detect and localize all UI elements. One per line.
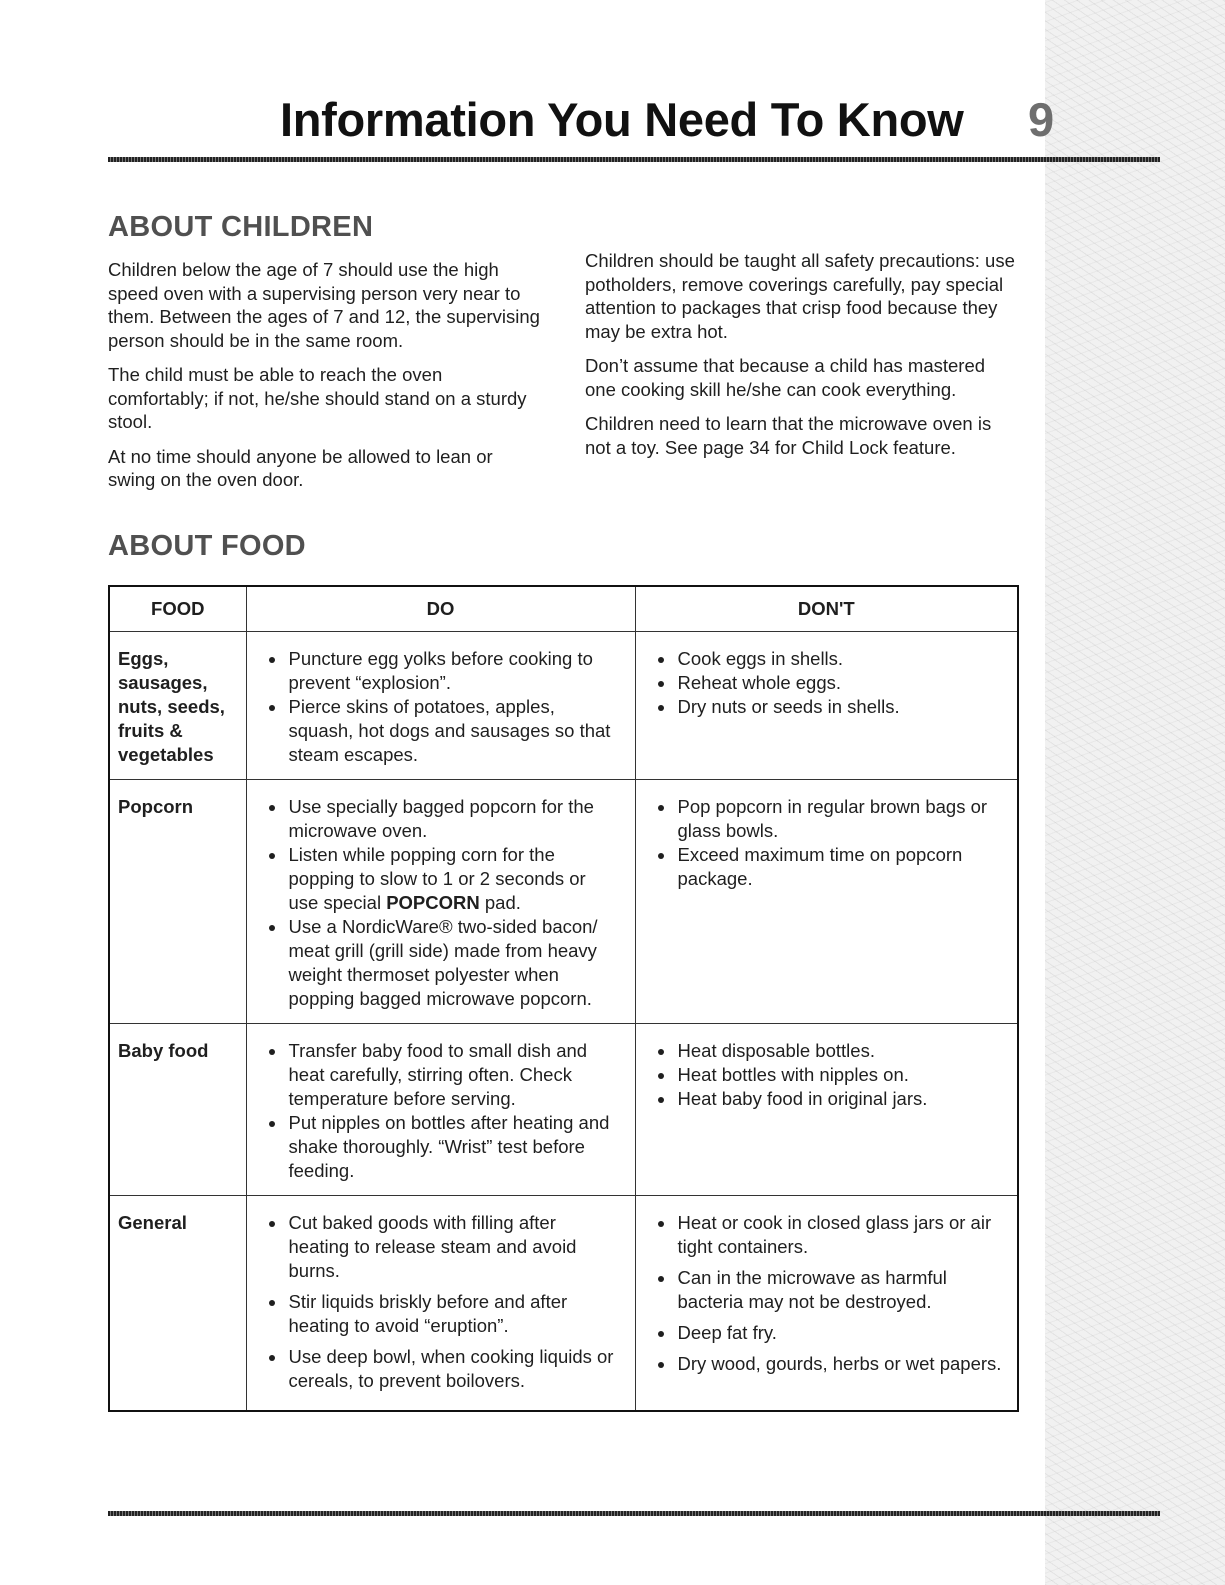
section-heading-about-food: ABOUT FOOD: [108, 530, 306, 562]
page-title: Information You Need To Know: [280, 93, 964, 146]
do-cell: [246, 1024, 635, 1196]
food-category: General: [109, 1196, 246, 1411]
food-category: Eggs, sausages, nuts, seeds, fruits & vegetables: [109, 632, 246, 780]
dont-cell: [635, 780, 1018, 1024]
page-edge-texture: [1045, 0, 1225, 1585]
paragraph: Children need to learn that the microwave oven is not a toy. See page 34 for Child Lock feature.: [585, 413, 992, 458]
header-rule: [108, 157, 1160, 162]
do-item: • Puncture egg yolks before cooking to prevent “explosion”.: [287, 647, 621, 695]
dont-item: • Heat disposable bottles.: [676, 1039, 1004, 1063]
dont-item: • Can in the microwave as harmful bacteria may not be destroyed.: [676, 1266, 1004, 1314]
dont-item: • Heat or cook in closed glass jars or air tight containers.: [676, 1211, 1004, 1259]
do-item: • Pierce skins of potatoes, apples, squash, hot dogs and sausages so that steam escapes.: [287, 695, 621, 767]
do-cell: [246, 780, 635, 1024]
column-header-food: FOOD: [109, 586, 246, 632]
table-row: [109, 1196, 1018, 1411]
do-item: • Cut baked goods with filling after heating to release steam and avoid burns.: [287, 1211, 621, 1283]
column-header-do: DO: [246, 586, 635, 632]
dont-item: • Pop popcorn in regular brown bags or glass bowls.: [676, 795, 1004, 843]
popcorn-pad-label: POPCORN: [386, 892, 480, 913]
children-right-column: [585, 249, 1018, 470]
dont-cell: [635, 1196, 1018, 1411]
do-item: • Transfer baby food to small dish and heat carefully, stirring often. Check temperature before serving.: [287, 1039, 621, 1111]
column-header-dont: DON'T: [635, 586, 1018, 632]
do-cell: [246, 632, 635, 780]
dont-cell: [635, 632, 1018, 780]
page-number: 9: [1028, 93, 1055, 146]
do-item: • Stir liquids briskly before and after heating to avoid “eruption”.: [287, 1290, 621, 1338]
footer-rule: [108, 1511, 1160, 1516]
paragraph: At no time should anyone be allowed to lean or swing on the oven door.: [108, 445, 493, 490]
food-category: Baby food: [109, 1024, 246, 1196]
page-header: [280, 92, 1080, 162]
children-left-column: [108, 258, 540, 503]
dont-item: • Heat baby food in original jars.: [676, 1087, 1004, 1111]
table-row: [109, 780, 1018, 1024]
section-heading-about-children: ABOUT CHILDREN: [108, 211, 374, 243]
paragraph: The child must be able to reach the oven comfortably; if not, he/she should stand on a sturdy stool.: [108, 364, 527, 432]
dont-item: • Cook eggs in shells.: [676, 647, 1004, 671]
dont-item: • Dry wood, gourds, herbs or wet papers.: [676, 1352, 1004, 1376]
food-category: Popcorn: [109, 780, 246, 1024]
dont-item: • Deep fat fry.: [676, 1321, 1004, 1345]
food-safety-table: [108, 585, 1019, 1412]
dont-cell: [635, 1024, 1018, 1196]
table-row: [109, 1024, 1018, 1196]
dont-item: • Heat bottles with nipples on.: [676, 1063, 1004, 1087]
do-item: • Use specially bagged popcorn for the microwave oven.: [287, 795, 621, 843]
do-cell: [246, 1196, 635, 1411]
paragraph: Children below the age of 7 should use the high speed oven with a supervising person very near to them. Between the ages of 7 and 12, the supervising person should be in the same room.: [108, 259, 540, 351]
do-item: • Use a NordicWare® two-sided bacon/ meat grill (grill side) made from heavy weight thermoset polyester when popping bagged microwave popcorn.: [287, 915, 621, 1011]
table-header-row: [109, 586, 1018, 632]
table-row: [109, 632, 1018, 780]
dont-item: • Dry nuts or seeds in shells.: [676, 695, 1004, 719]
do-item: • Use deep bowl, when cooking liquids or cereals, to prevent boilovers.: [287, 1345, 621, 1393]
do-item-text: Listen while popping corn for the popping to slow to 1 or 2 seconds or use special: [288, 844, 586, 913]
paragraph: Don’t assume that because a child has mastered one cooking skill he/she can cook everything.: [585, 355, 986, 400]
paragraph: Children should be taught all safety precautions: use potholders, remove coverings carefully, pay special attention to packages that crisp food because they may be extra hot.: [585, 250, 1015, 342]
dont-item: • Exceed maximum time on popcorn package.: [676, 843, 1004, 891]
dont-item: • Reheat whole eggs.: [676, 671, 1004, 695]
do-item-text: pad.: [479, 892, 521, 913]
do-item: [287, 843, 621, 915]
do-item: • Put nipples on bottles after heating and shake thoroughly. “Wrist” test before feeding.: [287, 1111, 621, 1183]
